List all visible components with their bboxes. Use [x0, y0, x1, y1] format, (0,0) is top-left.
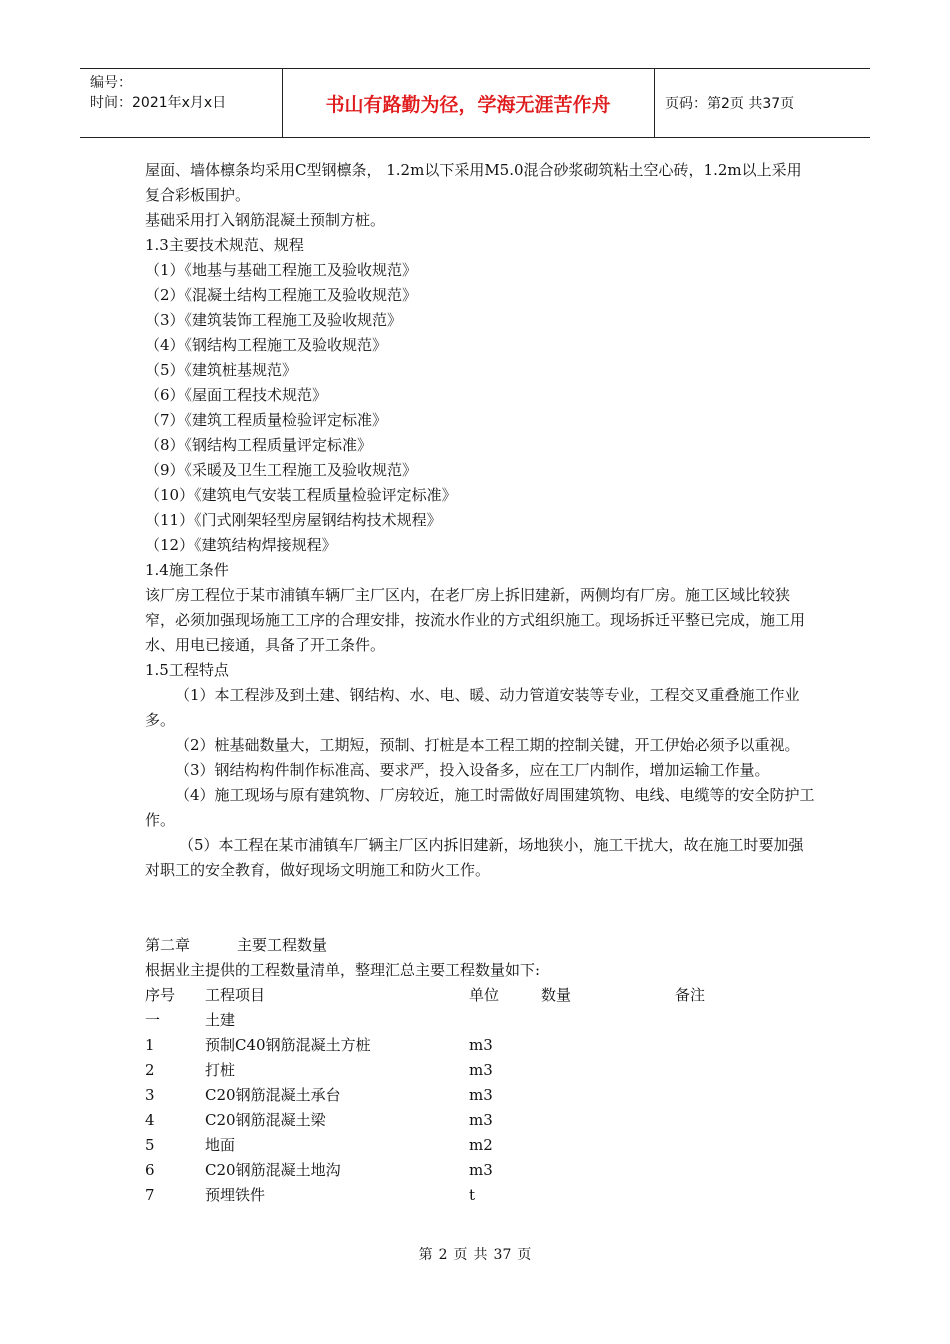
section-heading: 1.4施工条件 [145, 561, 229, 579]
table-row [145, 1058, 815, 1083]
table-row [145, 1183, 815, 1208]
cell-unit: m3 [469, 1161, 493, 1179]
header-cell: 工程项目 [205, 986, 266, 1004]
cell-item: C20钢筋混凝土承台 [205, 1086, 341, 1104]
spacer [145, 883, 815, 933]
cell-item: 地面 [205, 1136, 236, 1154]
feature-item: （5）本工程在某市浦镇车厂辆主厂区内拆旧建新，场地狭小，施工干扰大，故在施工时要加强对职工的安全教育，做好现场文明施工和防火工作。 [145, 836, 804, 879]
table-row [145, 1108, 815, 1133]
paragraph: 屋面、墙体檩条均采用C型钢檩条， 1.2m以下采用M5.0混合砂浆砌筑粘土空心砖，1.2m以上采用复合彩板围护。 [145, 161, 802, 204]
footer-text: 共 [473, 1247, 488, 1263]
list-item: （9）《采暖及卫生工程施工及验收规范》 [145, 461, 418, 479]
cell-no: 一 [145, 1011, 161, 1029]
table-row [145, 1158, 815, 1183]
list-item: （12）《建筑结构焊接规程》 [145, 536, 337, 554]
chapter-number: 第二章 [145, 936, 191, 954]
cell-unit: t [469, 1186, 476, 1204]
list-item: （7）《建筑工程质量检验评定标准》 [145, 411, 388, 429]
list-item: （8）《钢结构工程质量评定标准》 [145, 436, 373, 454]
cell-item: C20钢筋混凝土地沟 [205, 1161, 341, 1179]
list-item: （6）《屋面工程技术规范》 [145, 386, 328, 404]
table-header [145, 983, 815, 1008]
footer-total-pages: 37 [493, 1247, 512, 1263]
list-item: （2）《混凝土结构工程施工及验收规范》 [145, 286, 418, 304]
header-cell: 序号 [145, 986, 176, 1004]
document-header [80, 68, 870, 138]
header-page-info: 页码：第2页 共37页 [665, 96, 795, 112]
document-body [145, 158, 815, 1208]
cell-item: 预制C40钢筋混凝土方桩 [205, 1036, 371, 1054]
chapter-intro: 根据业主提供的工程数量清单，整理汇总主要工程数量如下: [145, 961, 541, 979]
list-item: （1）《地基与基础工程施工及验收规范》 [145, 261, 418, 279]
cell-unit: m3 [469, 1036, 493, 1054]
cell-unit: m3 [469, 1111, 493, 1129]
section-heading: 1.5工程特点 [145, 661, 229, 679]
feature-item: （4）施工现场与原有建筑物、厂房较近，施工时需做好周围建筑物、电线、电缆等的安全防护工作。 [145, 786, 815, 829]
section-heading: 1.3主要技术规范、规程 [145, 236, 304, 254]
cell-unit: m2 [469, 1136, 493, 1154]
cell-item: 土建 [205, 1011, 236, 1029]
header-motto: 书山有路勤为径，学海无涯苦作舟 [325, 93, 611, 116]
cell-unit: m3 [469, 1086, 493, 1104]
page-footer [0, 1244, 950, 1264]
table-row [145, 1008, 815, 1033]
header-cell: 数量 [541, 986, 572, 1004]
table-row [145, 1083, 815, 1108]
header-cell: 单位 [469, 986, 500, 1004]
paragraph: 该厂房工程位于某市浦镇车辆厂主厂区内，在老厂房上拆旧建新，两侧均有厂房。施工区域比较狭窄，必须加强现场施工工序的合理安排，按流水作业的方式组织施工。现场拆迁平整已完成，施工用水、用电已接通，具备了开工条件。 [145, 586, 806, 654]
cell-no: 6 [145, 1161, 155, 1179]
header-meta [90, 73, 226, 113]
paragraph: 基础采用打入钢筋混凝土预制方桩。 [145, 211, 386, 229]
list-item: （10）《建筑电气安装工程质量检验评定标准》 [145, 486, 457, 504]
cell-no: 3 [145, 1086, 155, 1104]
feature-item: （2）桩基础数量大，工期短，预制、打桩是本工程工期的控制关键，开工伊始必须予以重视。 [175, 736, 800, 754]
feature-item: （3）钢结构构件制作标准高、要求严，投入设备多，应在工厂内制作，增加运输工作量。 [175, 761, 770, 779]
header-cell: 备注 [675, 986, 706, 1004]
header-divider [654, 69, 655, 137]
list-item: （3）《建筑装饰工程施工及验收规范》 [145, 311, 403, 329]
footer-text: 第 [418, 1247, 433, 1263]
cell-unit: m3 [469, 1061, 493, 1079]
chapter-title: 主要工程数量 [237, 936, 328, 954]
list-item: （11）《门式刚架轻型房屋钢结构技术规程》 [145, 511, 442, 529]
table-row [145, 1033, 815, 1058]
cell-no: 2 [145, 1061, 155, 1079]
cell-item: 打桩 [205, 1061, 236, 1079]
serial-label: 编号： [90, 75, 132, 91]
footer-page-number: 2 [438, 1247, 448, 1263]
list-item: （5）《建筑桩基规范》 [145, 361, 298, 379]
list-item: （4）《钢结构工程施工及验收规范》 [145, 336, 388, 354]
cell-item: 预埋铁件 [205, 1186, 266, 1204]
time-label: 时间：2021年x月x日 [90, 95, 227, 111]
cell-no: 1 [145, 1036, 155, 1054]
table-row [145, 1133, 815, 1158]
footer-text: 页 [453, 1247, 468, 1263]
footer-text: 页 [517, 1247, 532, 1263]
cell-no: 7 [145, 1186, 155, 1204]
cell-no: 4 [145, 1111, 155, 1129]
feature-item: （1）本工程涉及到土建、钢结构、水、电、暖、动力管道安装等专业，工程交叉重叠施工作业多。 [145, 686, 800, 729]
chapter-heading [145, 933, 815, 958]
cell-item: C20钢筋混凝土梁 [205, 1111, 326, 1129]
cell-no: 5 [145, 1136, 155, 1154]
